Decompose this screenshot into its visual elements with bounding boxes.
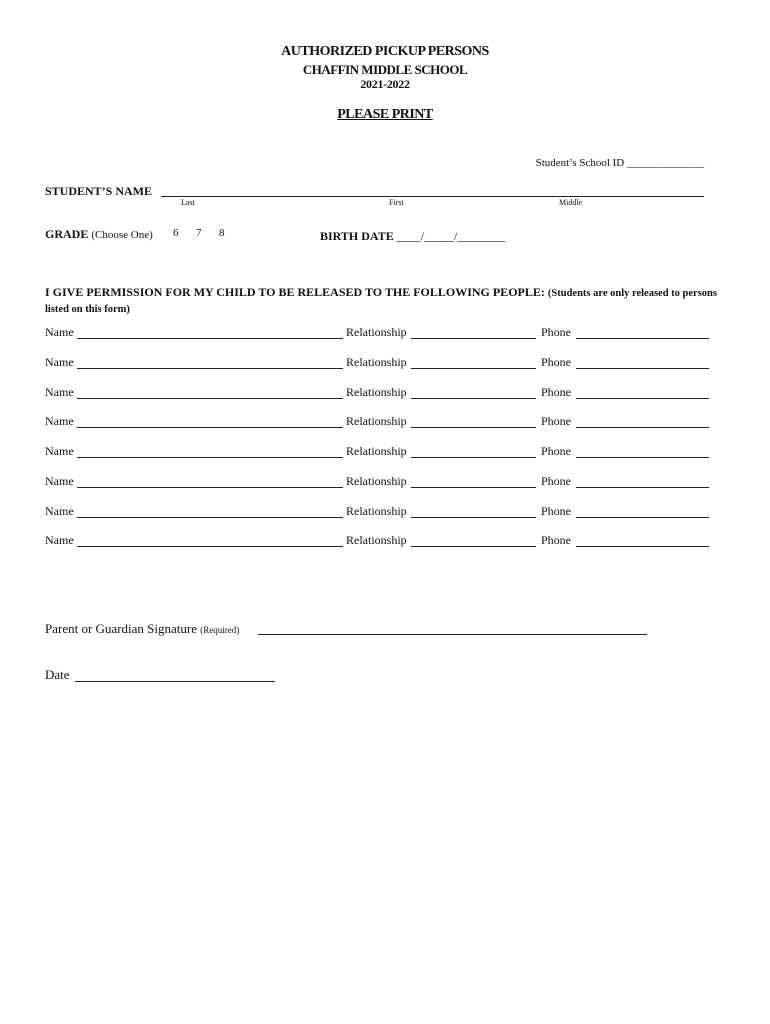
name-label: Name [45,444,74,458]
phone-field[interactable] [576,368,709,369]
pickup-row [45,474,709,490]
grade-option-8[interactable]: 8 [219,227,225,239]
phone-field[interactable] [576,546,709,547]
phone-field[interactable] [576,338,709,339]
relationship-label: Relationship [346,385,407,399]
name-field[interactable] [77,457,343,458]
relationship-label: Relationship [346,504,407,518]
grade-choose-note: (Choose One) [91,229,153,241]
phone-label: Phone [541,355,571,369]
name-field[interactable] [77,487,343,488]
phone-label: Phone [541,444,571,458]
pickup-row [45,385,709,401]
student-name-field[interactable] [161,196,704,197]
phone-label: Phone [541,414,571,428]
phone-label: Phone [541,504,571,518]
relationship-label: Relationship [346,414,407,428]
name-field[interactable] [77,368,343,369]
relationship-label: Relationship [346,533,407,547]
signature-field[interactable] [258,634,647,635]
name-label: Name [45,325,74,339]
birthdate-field[interactable] [320,229,505,244]
signature-required-note: (Required) [200,625,240,635]
name-field[interactable] [77,338,343,339]
phone-label: Phone [541,385,571,399]
name-first-caption: First [389,198,404,207]
relationship-label: Relationship [346,444,407,458]
pickup-row [45,355,709,371]
name-label: Name [45,414,74,428]
school-id-field[interactable]: Student’s School ID ______________ [535,157,704,169]
phone-field[interactable] [576,427,709,428]
school-year: 2021-2022 [360,77,410,91]
name-label: Name [45,355,74,369]
name-field[interactable] [77,546,343,547]
date-field[interactable] [75,681,275,682]
relationship-field[interactable] [411,517,536,518]
relationship-field[interactable] [411,427,536,428]
permission-text: I GIVE PERMISSION FOR MY CHILD TO BE RELEASED TO THE FOLLOWING PEOPLE: [45,285,545,299]
school-name: CHAFFIN MIDDLE SCHOOL [302,62,468,77]
date-label: Date [45,667,70,682]
pickup-row [45,414,709,430]
phone-label: Phone [541,533,571,547]
name-field[interactable] [77,517,343,518]
birthdate-label: BIRTH DATE [320,229,394,243]
relationship-field[interactable] [411,398,536,399]
relationship-field[interactable] [411,338,536,339]
grade-option-7[interactable]: 7 [196,227,202,239]
signature-label [45,621,239,637]
signature-label-text: Parent or Guardian Signature [45,621,197,636]
phone-label: Phone [541,325,571,339]
pickup-row [45,444,709,460]
permission-statement [45,285,725,317]
phone-field[interactable] [576,517,709,518]
grade-label-text: GRADE [45,227,89,241]
phone-field[interactable] [576,457,709,458]
relationship-field[interactable] [411,546,536,547]
relationship-field[interactable] [411,368,536,369]
grade-option-6[interactable]: 6 [173,227,179,239]
birthdate-blank[interactable]: ____/_____/________ [396,229,506,243]
form-title: AUTHORIZED PICKUP PERSONS [281,44,489,59]
relationship-label: Relationship [346,474,407,488]
pickup-row [45,325,709,341]
relationship-label: Relationship [346,325,407,339]
name-label: Name [45,385,74,399]
pickup-row [45,533,709,549]
relationship-field[interactable] [411,457,536,458]
name-field[interactable] [77,427,343,428]
phone-field[interactable] [576,398,709,399]
permission-note: (Students are only released to persons listed on this form) [45,288,717,315]
name-middle-caption: Middle [559,198,583,207]
name-field[interactable] [77,398,343,399]
relationship-field[interactable] [411,487,536,488]
phone-field[interactable] [576,487,709,488]
print-instruction: PLEASE PRINT [337,107,433,122]
student-name-label: STUDENT’S NAME [45,184,153,198]
name-label: Name [45,474,74,488]
relationship-label: Relationship [346,355,407,369]
grade-label [45,227,153,242]
name-label: Name [45,533,74,547]
pickup-row [45,504,709,520]
phone-label: Phone [541,474,571,488]
name-label: Name [45,504,74,518]
name-last-caption: Last [181,198,195,207]
